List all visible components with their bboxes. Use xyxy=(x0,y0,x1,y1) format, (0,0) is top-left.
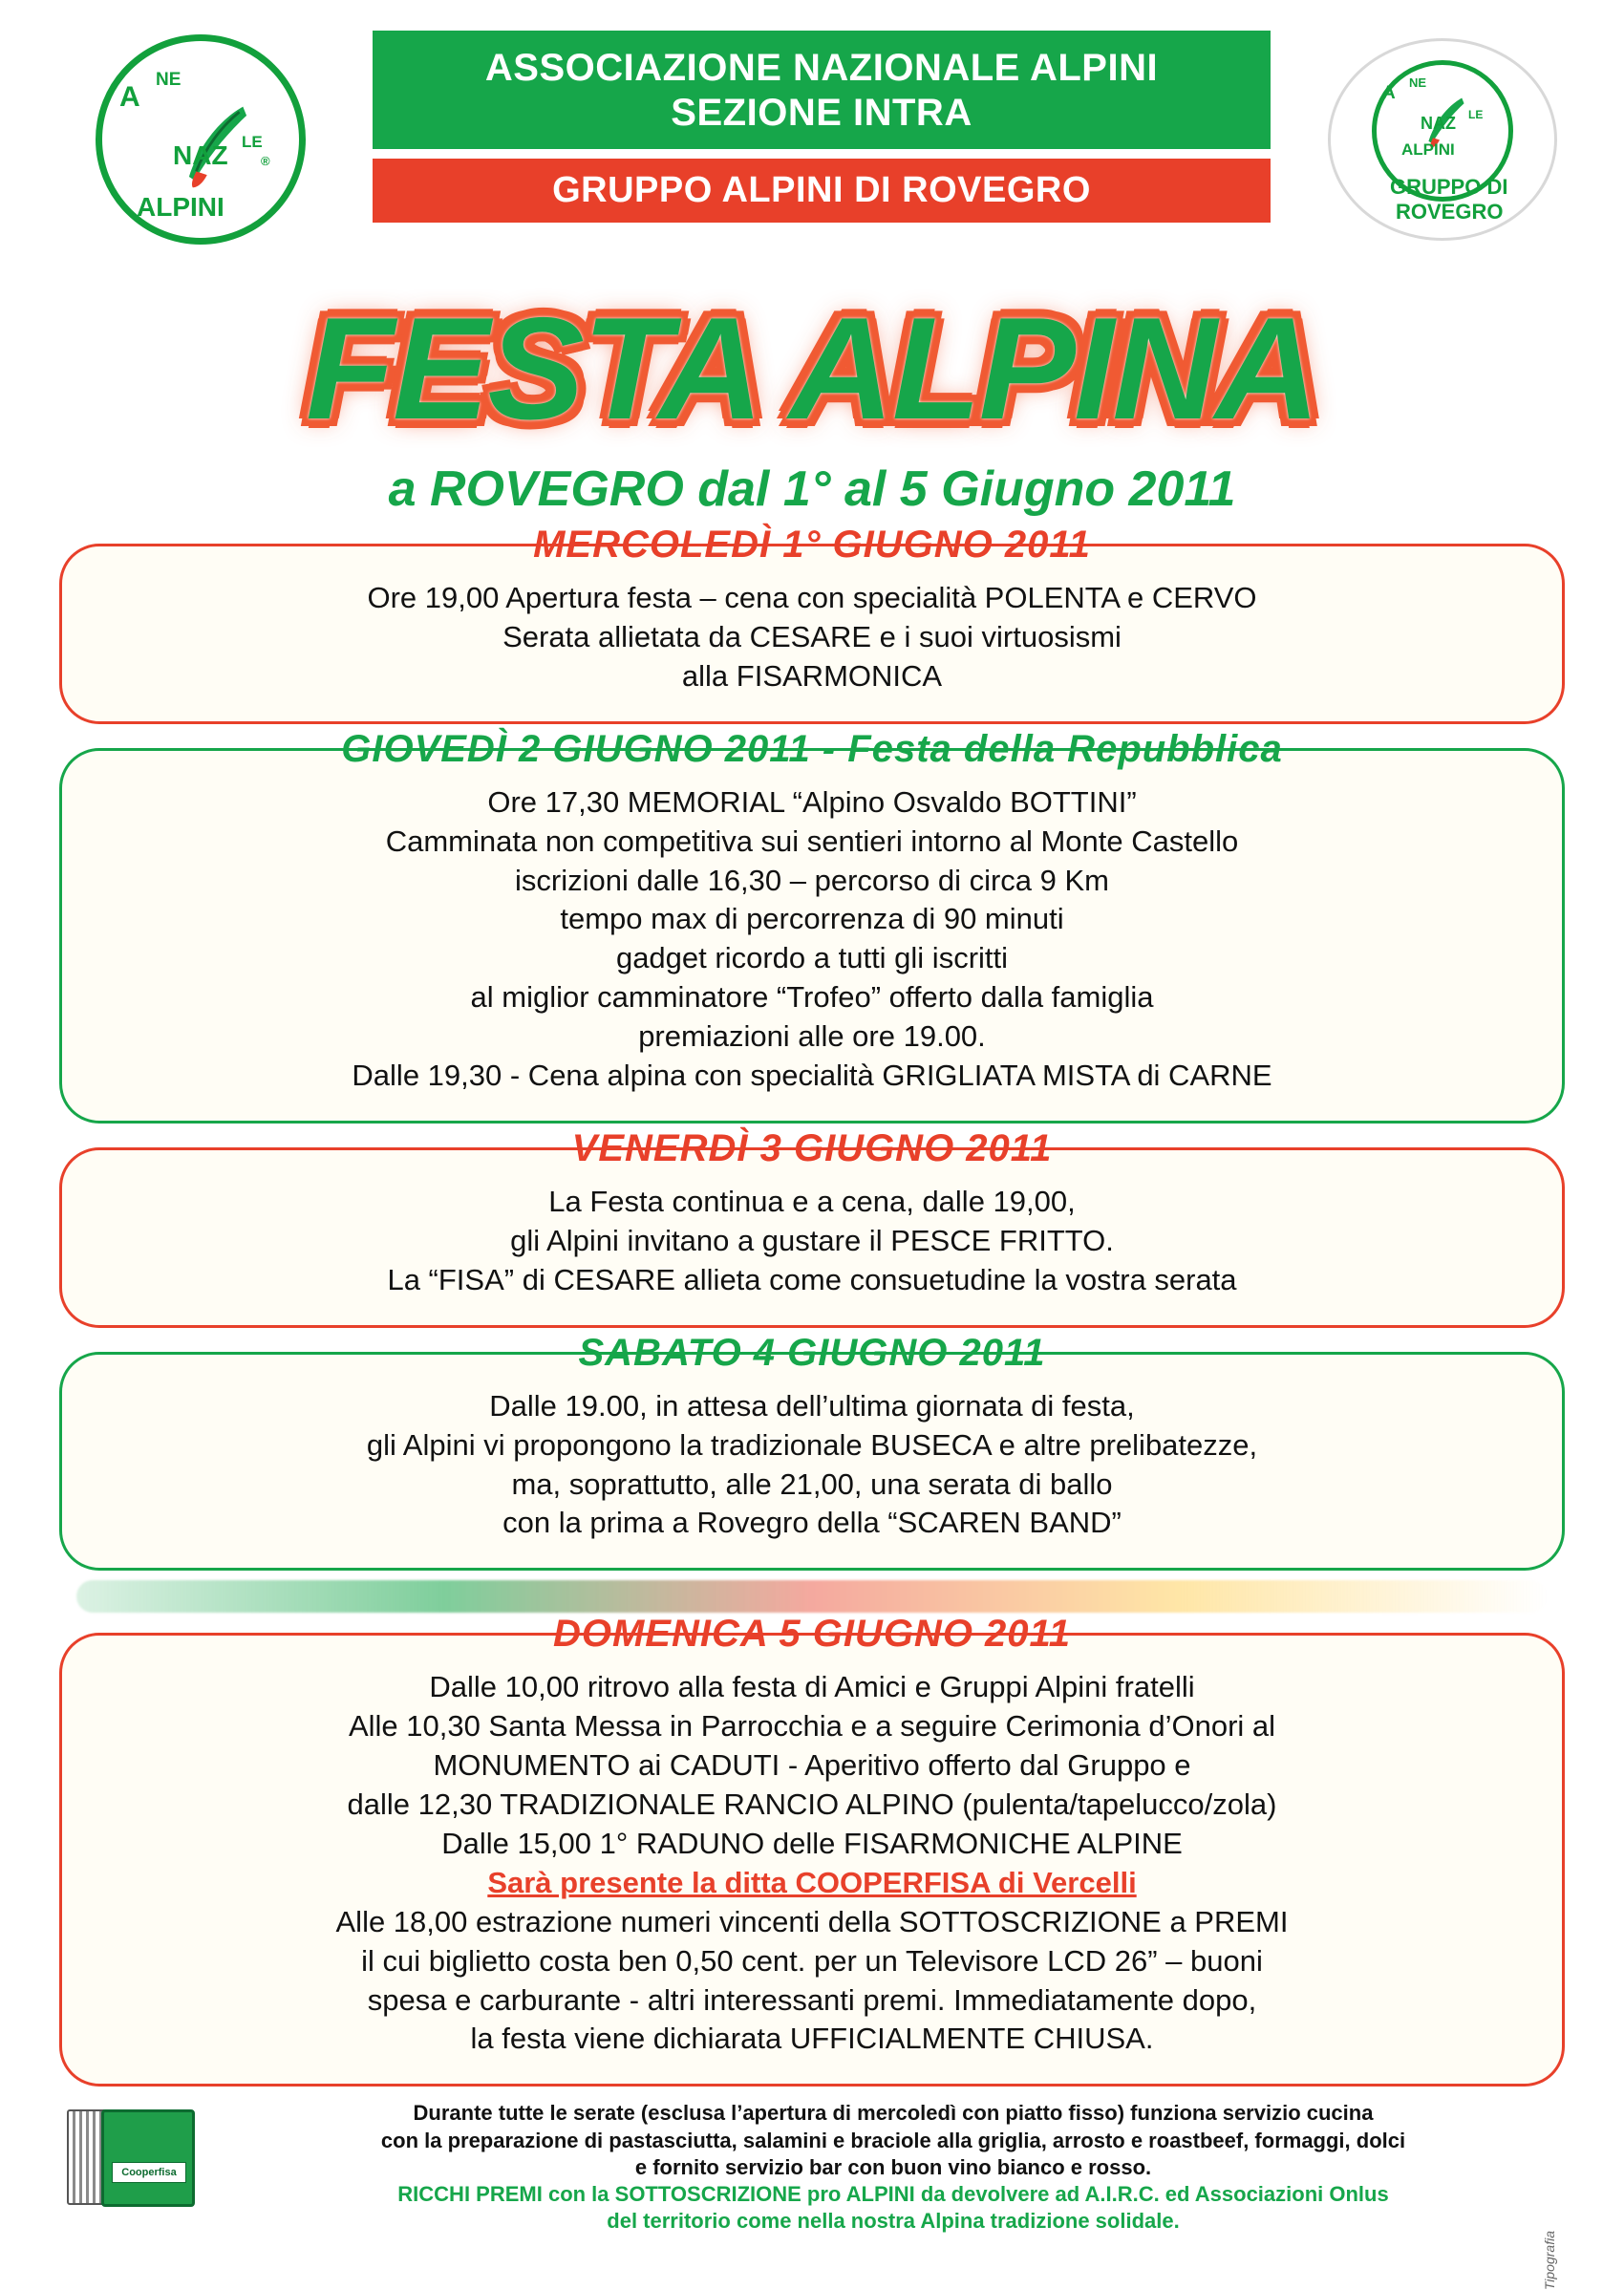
day-line: Ore 17,30 MEMORIAL “Alpino Osvaldo BOTTINI” xyxy=(487,784,1137,819)
decorative-divider xyxy=(76,1580,1548,1613)
logo-right-a: A xyxy=(1382,83,1396,103)
poster-footer xyxy=(67,2100,1557,2290)
footer-line2: con la preparazione di pastasciutta, salamini e braciole alla griglia, arrosto e roastbeef, formaggi, dolci xyxy=(380,2128,1406,2152)
day-section-mercoledi xyxy=(59,524,1565,724)
logo-left-ne: NE xyxy=(156,70,182,90)
day-line: Serata allietata da CESARE e i suoi virtuosismi xyxy=(502,619,1122,653)
footer-text xyxy=(67,2100,1557,2235)
association-line2: SEZIONE INTRA xyxy=(671,92,972,135)
day-line: Dalle 10,00 ritrovo alla festa di Amici e Gruppi Alpini fratelli xyxy=(429,1670,1195,1704)
day-line: iscrizioni dalle 16,30 – percorso di circa 9 Km xyxy=(515,863,1109,897)
day-box-venerdi xyxy=(59,1147,1565,1328)
logo-left-naz: NAZ xyxy=(173,140,228,170)
logo-right-ne: NE xyxy=(1409,75,1427,90)
logo-left-alpini: ALPINI xyxy=(137,192,224,222)
day-box-mercoledi xyxy=(59,544,1565,724)
day-heading-domenica: DOMENICA 5 GIUGNO 2011 xyxy=(552,1613,1072,1656)
logo-right-naz: NAZ xyxy=(1421,114,1456,133)
day-line: La Festa continua e a cena, dalle 19,00, xyxy=(548,1184,1076,1218)
day-line: Dalle 15,00 1° RADUNO delle FISARMONICHE ALPINE xyxy=(441,1826,1183,1860)
page-title: FESTA ALPINA xyxy=(306,288,1318,450)
day-line: dalle 12,30 TRADIZIONALE RANCIO ALPINO (pulenta/tapelucco/zola) xyxy=(347,1787,1277,1822)
day-line: Dalle 19.00, in attesa dell’ultima giornata di festa, xyxy=(489,1388,1135,1423)
day-line: MONUMENTO ai CADUTI - Aperitivo offerto dal Gruppo e xyxy=(433,1748,1191,1783)
day-line: spesa e carburante - altri interessanti premi. Immediatamente dopo, xyxy=(367,1982,1257,2017)
day-line-highlight: Sarà presente la ditta COOPERFISA di Vercelli xyxy=(487,1865,1137,1899)
ana-logo-left xyxy=(96,34,306,245)
logo-left-registered: ® xyxy=(261,154,270,168)
day-section-sabato xyxy=(59,1332,1565,1572)
logo-left-a: A xyxy=(119,81,140,113)
day-line: La “FISA” di CESARE allieta come consuetudine la vostra serata xyxy=(387,1262,1237,1296)
day-line: il cui biglietto costa ben 0,50 cent. per un Televisore LCD 26” – buoni xyxy=(361,1943,1263,1978)
header-title-block xyxy=(373,31,1271,223)
poster-header xyxy=(38,13,1586,281)
day-box-giovedi xyxy=(59,748,1565,1124)
day-line: tempo max di percorrenza di 90 minuti xyxy=(560,902,1064,936)
ana-logo-left-text xyxy=(102,41,299,238)
logo-right-le: LE xyxy=(1468,108,1484,121)
day-line: gli Alpini vi propongono la tradizionale BUSECA e altre prelibatezze, xyxy=(366,1427,1258,1462)
poster xyxy=(0,13,1624,2290)
footer-line3: e fornito servizio bar con buon vino bianco e rosso. xyxy=(634,2154,1152,2179)
group-logo-right xyxy=(1328,38,1557,241)
day-line: premiazioni alle ore 19.00. xyxy=(638,1019,986,1054)
day-heading-mercoledi: MERCOLEDÌ 1° GIUGNO 2011 xyxy=(533,524,1091,566)
day-box-sabato xyxy=(59,1352,1565,1572)
day-box-domenica xyxy=(59,1633,1565,2087)
day-line: gli Alpini invitano a gustare il PESCE FRITTO. xyxy=(510,1223,1114,1257)
accordion-body xyxy=(101,2109,195,2207)
day-line: Alle 10,30 Santa Messa in Parrocchia e a seguire Cerimonia d’Onori al xyxy=(348,1709,1276,1744)
day-line: Camminata non competitiva sui sentieri intorno al Monte Castello xyxy=(385,824,1239,858)
day-line: gadget ricordo a tutti gli iscritti xyxy=(615,941,1009,975)
accordion-icon xyxy=(67,2104,210,2209)
main-title-wrap xyxy=(38,287,1586,468)
footer-line5: del territorio come nella nostra Alpina tradizione solidale. xyxy=(607,2209,1180,2233)
day-line: la festa viene dichiarata UFFICIALMENTE CHIUSA. xyxy=(470,2022,1154,2056)
day-section-domenica xyxy=(59,1613,1565,2087)
association-band xyxy=(373,31,1271,149)
day-section-venerdi xyxy=(59,1127,1565,1328)
day-line: Alle 18,00 estrazione numeri vincenti della SOTTOSCRIZIONE a PREMI xyxy=(335,1904,1289,1938)
day-heading-venerdi: VENERDÌ 3 GIUGNO 2011 xyxy=(571,1126,1053,1169)
footer-line1: Durante tutte le serate (esclusa l’apertura di mercoledì con piatto fisso) funziona servizio cucina xyxy=(413,2101,1374,2126)
day-heading-giovedi: GIOVEDÌ 2 GIUGNO 2011 - Festa della Repubblica xyxy=(341,727,1283,770)
association-line1: ASSOCIAZIONE NAZIONALE ALPINI xyxy=(484,47,1159,89)
day-line: con la prima a Rovegro della “SCAREN BAND” xyxy=(502,1506,1122,1540)
day-line: ma, soprattutto, alle 21,00, una serata di ballo xyxy=(511,1466,1113,1501)
day-line: alla FISARMONICA xyxy=(681,658,943,693)
logo-left-le: LE xyxy=(242,133,263,151)
accordion-brand-label: Cooperfisa xyxy=(112,2162,186,2183)
logo-right-gruppo: GRUPPO DI xyxy=(1390,175,1508,199)
day-line: Ore 19,00 Apertura festa – cena con specialità POLENTA e CERVO xyxy=(367,581,1257,614)
logo-right-rovegro: ROVEGRO xyxy=(1396,200,1504,224)
group-band: GRUPPO ALPINI DI ROVEGRO xyxy=(373,159,1271,223)
footer-line4: RICCHI PREMI con la SOTTOSCRIZIONE pro ALPINI da devolvere ad A.I.R.C. ed Associazioni Onlus xyxy=(397,2181,1389,2206)
printer-signature: Tipografia xyxy=(1542,2231,1557,2290)
subtitle: a ROVEGRO dal 1° al 5 Giugno 2011 xyxy=(388,461,1236,517)
day-section-giovedi xyxy=(59,728,1565,1124)
day-line: al miglior camminatore “Trofeo” offerto dalla famiglia xyxy=(470,980,1154,1015)
logo-right-alpini: ALPINI xyxy=(1401,140,1455,159)
day-heading-sabato: SABATO 4 GIUGNO 2011 xyxy=(578,1331,1046,1374)
day-line: Dalle 19,30 - Cena alpina con specialità GRIGLIATA MISTA di CARNE xyxy=(352,1059,1272,1093)
